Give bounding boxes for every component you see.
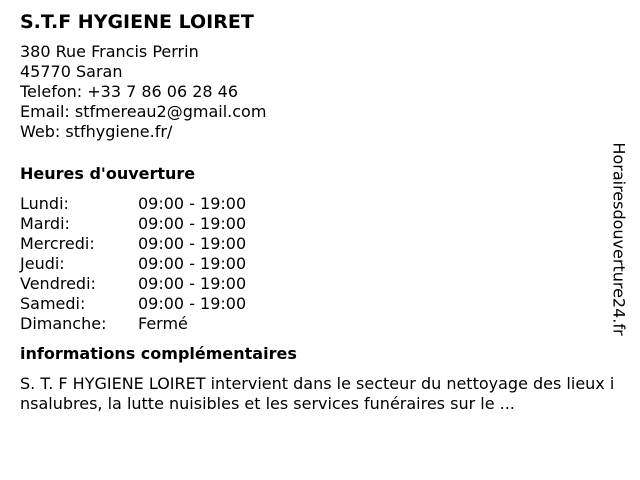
hours-row-saturday xyxy=(20,294,610,314)
hours-row-wednesday xyxy=(20,234,610,254)
day-label: Mardi: xyxy=(20,214,70,233)
hours-value: 09:00 - 19:00 xyxy=(138,194,247,213)
address-street: 380 Rue Francis Perrin xyxy=(20,42,199,61)
hours-row-friday xyxy=(20,274,610,294)
hours-value: 09:00 - 19:00 xyxy=(138,294,247,313)
hours-value: Fermé xyxy=(138,314,188,333)
side-brand-text: Horairesdouverture24.fr xyxy=(610,142,630,336)
hours-value: 09:00 - 19:00 xyxy=(138,214,247,233)
opening-hours-title: Heures d'ouverture xyxy=(20,164,196,183)
day-label: Samedi: xyxy=(20,294,86,313)
business-card xyxy=(20,10,615,414)
side-brand-watermark xyxy=(598,134,640,344)
hours-value: 09:00 - 19:00 xyxy=(138,254,247,273)
business-description: S. T. F HYGIENE LOIRET intervient dans le secteur du nettoyage des lieux insalubres, la lutte nuisibles et les services funéraires sur le ... xyxy=(20,374,615,413)
day-label: Jeudi: xyxy=(20,254,65,273)
opening-hours-list xyxy=(20,194,610,334)
additional-info-title: informations complémentaires xyxy=(20,344,297,363)
hours-row-thursday xyxy=(20,254,610,274)
hours-row-monday xyxy=(20,194,610,214)
business-name: S.T.F HYGIENE LOIRET xyxy=(20,11,254,33)
hours-row-sunday xyxy=(20,314,610,334)
day-label: Lundi: xyxy=(20,194,69,213)
day-label: Mercredi: xyxy=(20,234,95,253)
phone-number[interactable]: Telefon: +33 7 86 06 28 46 xyxy=(20,82,239,101)
address-city: 45770 Saran xyxy=(20,62,123,81)
hours-row-tuesday xyxy=(20,214,610,234)
email-address[interactable]: Email: stfmereau2@gmail.com xyxy=(20,102,267,121)
day-label: Vendredi: xyxy=(20,274,96,293)
website-link[interactable]: Web: stfhygiene.fr/ xyxy=(20,122,173,141)
day-label: Dimanche: xyxy=(20,314,107,333)
hours-value: 09:00 - 19:00 xyxy=(138,274,247,293)
hours-value: 09:00 - 19:00 xyxy=(138,234,247,253)
